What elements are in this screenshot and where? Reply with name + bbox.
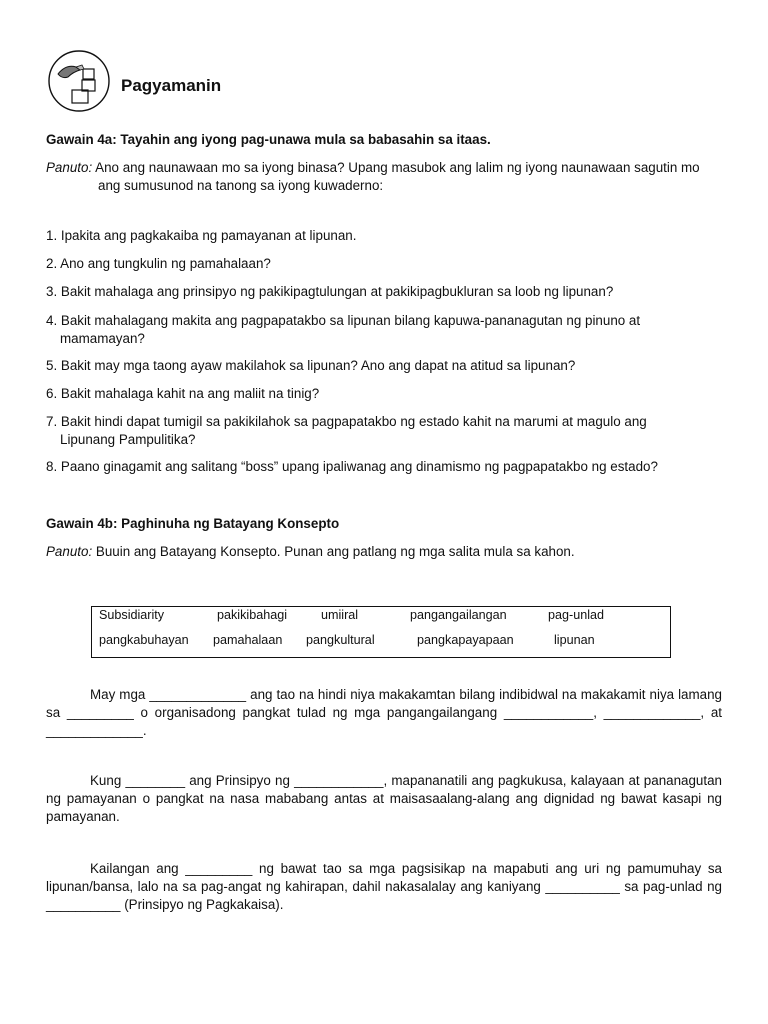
- gawain-4a-instructions: [46, 159, 700, 176]
- question-2: 2. Ano ang tungkulin ng pamahalaan?: [46, 256, 271, 271]
- word-subsidiarity: Subsidiarity: [99, 608, 165, 622]
- panuto-text-4b: Buuin ang Batayang Konsepto. Punan ang patlang ng mga salita mula sa kahon.: [92, 544, 575, 559]
- panuto-label-4b: Panuto:: [46, 544, 93, 559]
- question-6: 6. Bakit mahalaga kahit na ang maliit na tinig?: [46, 386, 320, 401]
- word-umiiral: umiiral: [321, 608, 359, 622]
- fill-in-paragraph-1: May mga _____________ ang tao na hindi niya makakamtan bilang indibidwal na makakamit niya lamang sa _________ o organisadong pangkat tulad ng mga pangangailangang ____________, _____________, at _____________.: [46, 687, 722, 739]
- building-blocks-icon: [46, 50, 112, 112]
- fill-in-paragraph-3: Kailangan ang _________ ng bawat tao sa mga pagsisikap na mapabuti ang uri ng pamumuhay sa lipunan/bansa, lalo na sa pag-angat ng kahirapan, dahil nakasalalay ang kaniyang __________ sa pag-unlad ng __________ (Prinsipyo ng Pagkakaisa).: [46, 861, 722, 913]
- panuto-text-line2: ang sumusunod na tanong sa iyong kuwaderno:: [98, 178, 384, 193]
- word-pangkultural: pangkultural: [306, 633, 375, 647]
- question-4-line2: mamamayan?: [60, 331, 145, 346]
- question-8: 8. Paano ginagamit ang salitang “boss” upang ipaliwanag ang dinamismo ng pagpapatakbo ng estado?: [46, 459, 658, 474]
- word-pangkabuhayan: pangkabuhayan: [99, 633, 189, 647]
- word-pakikibahagi: pakikibahagi: [217, 608, 288, 622]
- panuto-label: Panuto:: [46, 160, 93, 175]
- question-1: 1. Ipakita ang pagkakaiba ng pamayanan at lipunan.: [46, 228, 357, 243]
- word-pag-unlad: pag-unlad: [548, 608, 605, 622]
- question-7-line1: 7. Bakit hindi dapat tumigil sa pakikilahok sa pagpapatakbo ng estado kahit na marumi at magulo ang: [46, 414, 647, 429]
- section-title: Pagyamanin: [121, 76, 222, 95]
- word-pangangailangan: pangangailangan: [410, 608, 507, 622]
- gawain-4a-title: Gawain 4a: Tayahin ang iyong pag-unawa mula sa babasahin sa itaas.: [46, 132, 491, 147]
- panuto-text-line1: Ano ang naunawaan mo sa iyong binasa? Upang masubok ang lalim ng iyong naunawaan sagutin mo: [92, 160, 700, 175]
- question-7-line2: Lipunang Pampulitika?: [60, 432, 196, 447]
- question-5: 5. Bakit may mga taong ayaw makilahok sa lipunan? Ano ang dapat na atitud sa lipunan?: [46, 358, 576, 373]
- gawain-4b-instructions: [46, 543, 575, 560]
- question-3: 3. Bakit mahalaga ang prinsipyo ng pakikipagtulungan at pakikipagbukluran sa loob ng lipunan?: [46, 284, 614, 299]
- word-bank-box: [91, 606, 671, 658]
- word-pamahalaan: pamahalaan: [213, 633, 283, 647]
- word-pangkapayapaan: pangkapayapaan: [417, 633, 514, 647]
- fill-in-paragraph-2: Kung ________ ang Prinsipyo ng ____________, mapananatili ang pagkukusa, kalayaan at pananagutan ng pamayanan o pangkat na nasa mababang antas at maisasaalang-alang ang dignidad ng bawat kasapi ng pamayanan.: [46, 773, 722, 825]
- gawain-4b-title: Gawain 4b: Paghinuha ng Batayang Konsepto: [46, 516, 340, 531]
- word-lipunan: lipunan: [554, 633, 595, 647]
- question-4-line1: 4. Bakit mahalagang makita ang pagpapatakbo sa lipunan bilang kapuwa-pananagutan ng pinuno at: [46, 313, 641, 328]
